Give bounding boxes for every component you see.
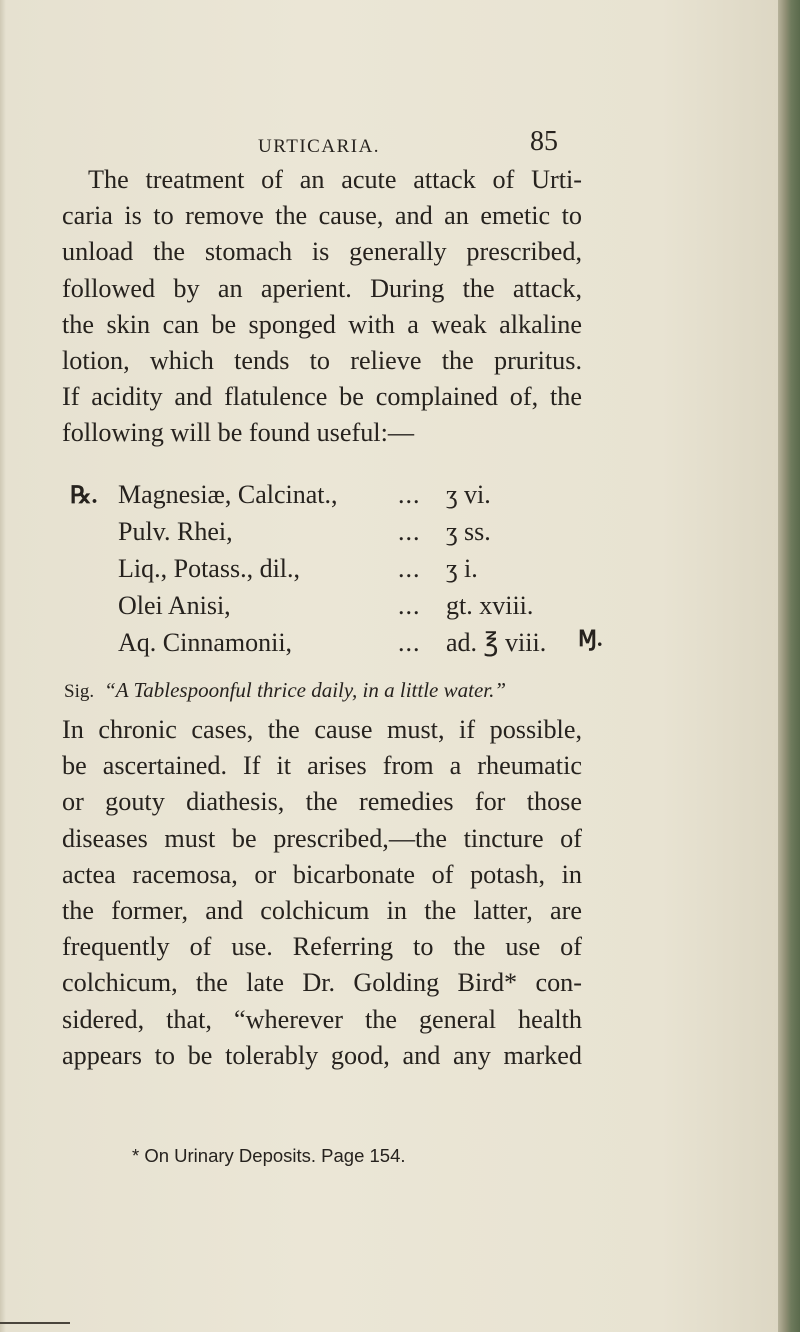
book-binding-edge <box>778 0 800 1332</box>
prescription-row <box>70 591 590 623</box>
text-line: The treatment of an acute attack of Urti- <box>88 165 582 194</box>
running-head: URTICARIA. <box>258 136 381 157</box>
leader-dots: ... <box>398 591 421 620</box>
footnote: * On Urinary Deposits. Page 154. <box>132 1145 406 1166</box>
prescription-drug: Pulv. Rhei, <box>118 517 233 546</box>
text-line: be ascertained. If it arises from a rheumatic <box>62 751 582 781</box>
prescription-drug: Aq. Cinnamonii, <box>118 628 293 657</box>
signatura-line <box>64 678 506 703</box>
prescription-row <box>70 517 590 549</box>
recipe-symbol: ℞. <box>70 483 98 509</box>
prescription-row <box>70 554 590 586</box>
leader-dots: ... <box>398 628 421 657</box>
page-header <box>0 126 778 166</box>
prescription-row <box>70 626 603 660</box>
text-line: lotion, which tends to relieve the pruritus. <box>62 346 582 376</box>
text-line: following will be found useful:— <box>62 418 415 448</box>
text-line: the former, and colchicum in the latter, are <box>62 896 582 926</box>
sig-label: Sig. <box>64 681 95 702</box>
prescription-drug: Olei Anisi, <box>118 591 231 620</box>
prescription-dose: ad. ℥ viii. <box>446 628 547 657</box>
paragraph-chronic-cases <box>62 712 582 1074</box>
prescription-row <box>70 480 590 512</box>
text-line: sidered, that, “wherever the general health <box>62 1004 582 1034</box>
misce-mark: Ɱ. <box>578 626 603 651</box>
leader-dots: ... <box>398 517 421 546</box>
text-line: unload the stomach is generally prescribed, <box>62 237 582 267</box>
sig-instructions: “A Tablespoonful thrice daily, in a little water.” <box>104 678 507 702</box>
text-line: colchicum, the late Dr. Golding Bird* con- <box>62 968 582 998</box>
prescription-drug: Magnesiæ, Calcinat., <box>118 480 338 509</box>
text-line: actea racemosa, or bicarbonate of potash, in <box>62 859 582 889</box>
text-line: caria is to remove the cause, and an emetic to <box>62 201 582 231</box>
text-line: the skin can be sponged with a weak alkaline <box>62 309 582 339</box>
text-line: or gouty diathesis, the remedies for those <box>62 787 582 817</box>
page-number: 85 <box>530 126 558 157</box>
prescription-dose: ʒ i. <box>446 554 478 583</box>
prescription-drug: Liq., Potass., dil., <box>118 554 301 583</box>
text-line: diseases must be prescribed,—the tincture of <box>62 823 582 853</box>
prescription-dose: gt. xviii. <box>446 591 534 620</box>
prescription-dose: ʒ ss. <box>446 517 491 546</box>
page-left-edge-shadow <box>0 0 6 1332</box>
paragraph-treatment-acute <box>62 162 582 452</box>
text-line: followed by an aperient. During the attack, <box>62 273 582 303</box>
leader-dots: ... <box>398 554 421 583</box>
text-line: In chronic cases, the cause must, if possible, <box>62 715 582 744</box>
text-line: If acidity and flatulence be complained of, the <box>62 382 582 412</box>
text-line: frequently of use. Referring to the use of <box>62 932 582 962</box>
bottom-edge-rule <box>0 1322 70 1324</box>
text-line: appears to be tolerably good, and any marked <box>62 1040 582 1070</box>
leader-dots: ... <box>398 480 421 509</box>
prescription-dose: ʒ vi. <box>446 480 491 509</box>
